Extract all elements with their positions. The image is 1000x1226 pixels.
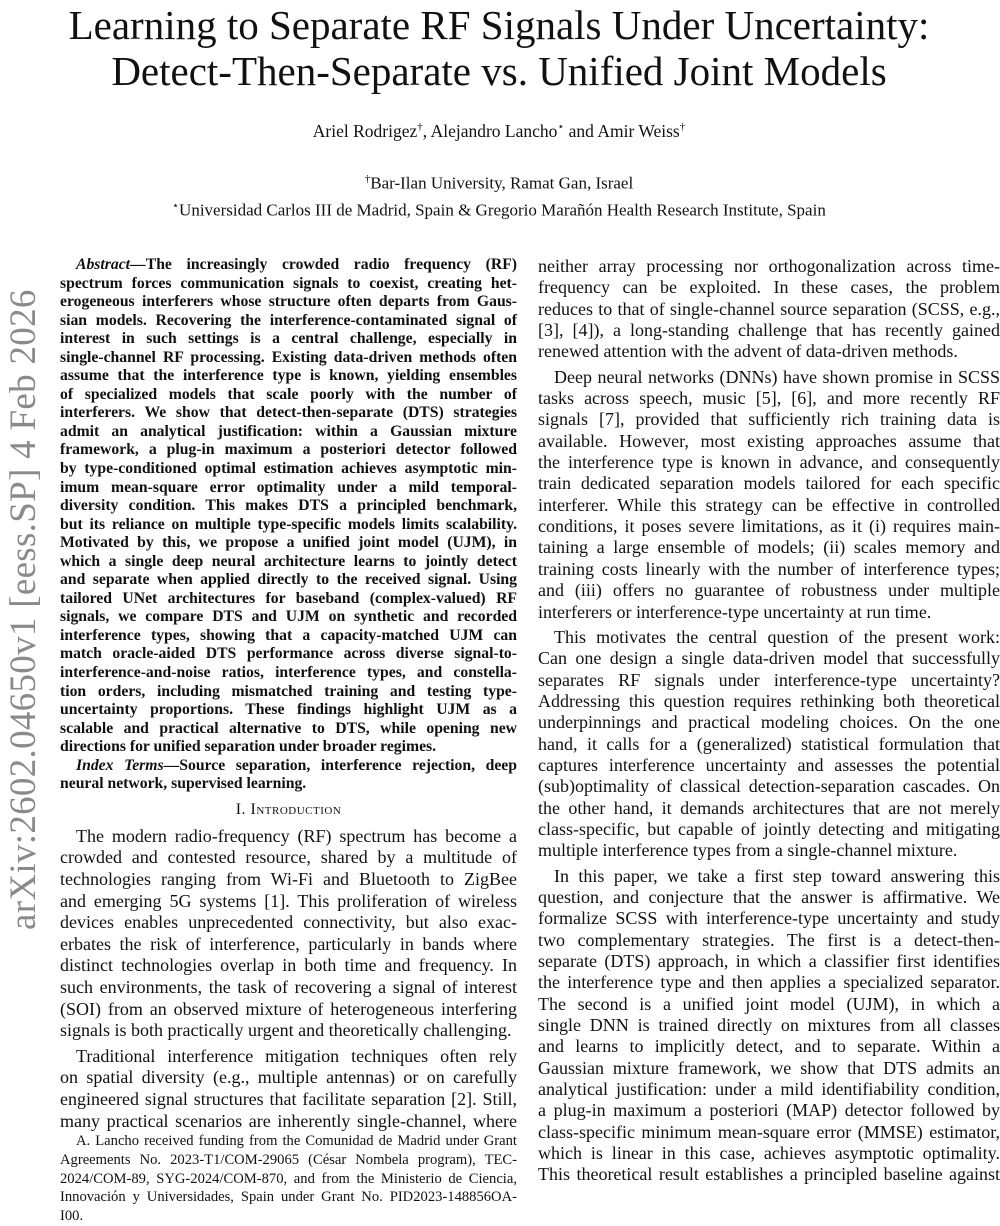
text-line: [3], [4]), a long-standing challenge that has recently gained	[538, 320, 1000, 341]
text-line	[60, 571, 517, 590]
affiliation	[0, 195, 998, 222]
text-line: the interference type and then applies a specialized separator.	[538, 972, 1000, 993]
text-line: hand, it calls for a (generalized) statistical formulation that	[538, 733, 1000, 754]
abstract	[60, 256, 517, 757]
text-line: conditions, it poses severe limitations, as it (i) requires main-	[538, 516, 1000, 537]
text-line: which is linear in this case, achieves asymptotic optimality.	[538, 1143, 1000, 1164]
text-line: underpinnings and practical modeling choices. On the one	[538, 712, 1000, 733]
text-line: analytical justification: under a mild identifiability condition,	[538, 1079, 1000, 1100]
index-terms	[60, 757, 517, 794]
author-name: Ariel Rodrigez	[312, 120, 418, 141]
line-text: spectrum forces communication signals to coexist, creating het-	[60, 274, 517, 292]
affiliation-text: Universidad Carlos III de Madrid, Spain & Gregorio Marañón Health Research Institute, Spain	[179, 200, 826, 220]
text-line	[60, 645, 517, 664]
text-line	[60, 312, 517, 331]
intro-right-body	[538, 256, 1000, 1186]
line-text: interferers. We show that detect-then-separate (DTS) strategies	[60, 404, 517, 422]
author-mark: †	[679, 121, 686, 133]
paragraph	[538, 866, 1000, 1186]
text-line	[60, 775, 517, 794]
line-text: which a single deep neural architecture learns to jointly detect	[60, 552, 517, 570]
footnote-line: A. Lancho received funding from the Comunidad de Madrid under Grant	[76, 1133, 517, 1149]
text-line: devices enables unprecedented connectivity, but also exac-	[60, 912, 517, 933]
text-line	[60, 256, 517, 275]
text-line: renewed attention with the advent of data-driven methods.	[538, 341, 958, 362]
text-line: The modern radio-frequency (RF) spectrum has become a	[76, 825, 517, 846]
text-line	[60, 349, 517, 368]
text-line	[60, 386, 517, 405]
text-line	[60, 479, 517, 498]
text-line: a plug-in maximum a posteriori (MAP) detector followed by	[538, 1100, 1000, 1121]
paragraph	[60, 1046, 517, 1132]
text-line: the other hand, it demands architectures that are not merely	[538, 797, 1000, 818]
text-line: signals [7], provided that sufficiently rich training data is	[538, 409, 1000, 430]
intro-left-body	[60, 826, 517, 1132]
text-line	[60, 608, 517, 627]
line-text: erogeneous interferers whose structure often departs from Gaus-	[60, 293, 517, 311]
text-line: Addressing this question requires rethinking both theoretical	[538, 690, 1000, 711]
text-line: The second is a unified joint model (UJM), in which a	[538, 993, 1000, 1014]
text-line	[60, 738, 517, 757]
paragraph	[60, 826, 517, 1042]
text-line	[60, 423, 517, 442]
text-line	[60, 757, 517, 776]
footnote-line: Innovación y Universidades, Spain under Grant No. PID2023-148856OA-I00.	[60, 1189, 517, 1225]
text-line	[60, 293, 517, 312]
paper-title	[0, 2, 998, 94]
line-text: single-channel RF processing. Existing data-driven methods often	[60, 348, 517, 366]
text-line	[60, 553, 517, 572]
author-mark: †	[417, 121, 423, 133]
text-line: question, and conjecture that the answer is affirmative. We	[538, 886, 1000, 907]
section-heading	[60, 799, 517, 821]
text-line: reduces to that of single-channel source separation (SCSS, e.g.,	[538, 298, 1000, 319]
author-mark: ⋆	[557, 121, 565, 133]
text-line	[60, 701, 517, 720]
index-terms-label: Index Terms—	[76, 756, 180, 774]
text-line: separates RF signals under interference-type uncertainty?	[538, 669, 1000, 690]
left-column	[60, 256, 517, 1132]
text-line: single DNN is trained directly on mixtures from all classes	[538, 1015, 1000, 1036]
text-line: tasks across speech, music [5], [6], and more recently RF	[538, 388, 1000, 409]
line-text: and separate when applied directly to the received signal. Using	[60, 571, 517, 589]
title-line-1: Learning to Separate RF Signals Under Uncertainty:	[68, 2, 930, 48]
line-text: directions for unified separation under broader regimes.	[60, 738, 437, 756]
author-name: Amir Weiss	[597, 120, 680, 141]
line-text: Motivated by this, we propose a unified joint model (UJM), in	[60, 534, 517, 552]
text-line: captures interference uncertainty and assesses the potential	[538, 754, 1000, 775]
text-line: on spatial diversity (e.g., multiple antennas) or on carefully	[60, 1067, 517, 1088]
author-name: Alejandro Lancho	[430, 120, 558, 141]
text-line: separate (DTS) approach, in which a classifier first identifies	[538, 951, 1000, 971]
paragraph	[538, 256, 1000, 363]
footnote-line: 2024/COM-89, SYG-2024/COM-870, and from the Ministerio de Ciencia,	[60, 1170, 517, 1187]
text-line: distinct technologies overlap in both time and frequency. In	[60, 955, 517, 976]
section-number: I.	[235, 800, 247, 818]
text-line	[60, 330, 517, 349]
text-line: the interference type is known in advance, and consequently	[538, 452, 1000, 473]
line-text: tion orders, including mismatched training and testing type-	[60, 682, 517, 700]
text-line: formalize SCSS with interference-type uncertainty and study	[538, 908, 1000, 929]
text-line	[60, 683, 517, 702]
text-line: crowded and contested resource, shared by a multitude of	[60, 847, 517, 868]
text-line: and (iii) offers no guarantee of robustness under multiple	[538, 580, 1000, 601]
footnote	[60, 1132, 517, 1225]
text-line	[60, 404, 517, 423]
line-text: diversity condition. This makes DTS a principled benchmark,	[60, 497, 517, 515]
text-line: training costs linearly with the number of interference types;	[538, 558, 1000, 579]
text-line: and emerging 5G systems [1]. This proliferation of wireless	[60, 890, 517, 911]
text-line: This theoretical result establishes a principled baseline against	[538, 1164, 1000, 1185]
text-line	[60, 497, 517, 516]
line-text: interest in such settings is a central challenge, especially in	[60, 330, 517, 348]
text-line: Can one design a single data-driven model that successfully	[538, 648, 1000, 669]
text-line: two complementary strategies. The first is a detect-then-	[538, 929, 1000, 950]
text-line: taining a large ensemble of models; (ii) scales memory and	[538, 537, 1000, 558]
text-line: multiple interference types from a single-channel mixture.	[538, 840, 958, 861]
text-line: engineered signal structures that facilitate separation [2]. Still,	[60, 1088, 517, 1109]
title-line-2: Detect-Then-Separate vs. Unified Joint Models	[111, 48, 887, 94]
author-list	[0, 120, 998, 142]
line-text: neural network, supervised learning.	[60, 775, 307, 793]
author-separator: ,	[422, 120, 431, 141]
affiliation-text: Bar-Ilan University, Ramat Gan, Israel	[370, 173, 634, 193]
text-line: Gaussian mixture framework, we show that DTS admits an	[538, 1057, 1000, 1078]
line-text: tailored UNet architectures for baseband (complex-valued) RF	[60, 589, 517, 607]
text-line: such environments, the task of recovering a signal of interest	[60, 977, 517, 998]
text-line: interferers or interference-type uncertainty at run time.	[538, 601, 932, 622]
text-line	[60, 441, 517, 460]
section-title: Introduction	[250, 800, 342, 818]
text-line: frequency can be exploited. In these cases, the problem	[538, 277, 1000, 298]
affiliations	[0, 168, 998, 221]
text-line: Deep neural networks (DNNs) have shown promise in SCSS	[554, 366, 1000, 387]
line-text: The increasingly crowded radio frequency (RF)	[145, 256, 517, 273]
text-line	[60, 627, 517, 646]
affiliation-mark: †	[364, 173, 371, 185]
line-text: match oracle-aided DTS performance across diverse signal-to-	[60, 645, 517, 663]
line-text: assume that the interference type is known, yielding ensembles	[60, 367, 517, 385]
line-text: signals, we compare DTS and UJM on synthetic and recorded	[60, 608, 517, 626]
arxiv-stamp: arXiv:2602.04650v1 [eess.SP] 4 Feb 2026	[3, 289, 44, 931]
right-column	[538, 256, 1000, 1186]
text-line: Traditional interference mitigation techniques often rely	[76, 1045, 517, 1066]
abstract-label: Abstract—	[76, 256, 146, 273]
text-line: This motivates the central question of the present work:	[554, 626, 1000, 647]
author-separator: and	[564, 120, 598, 141]
line-text: Source separation, interference rejection, deep	[179, 756, 517, 774]
text-line: neither array processing nor orthogonalization across time-	[538, 256, 1000, 276]
text-line	[60, 516, 517, 535]
text-line	[60, 460, 517, 479]
text-line	[60, 590, 517, 609]
text-line: train dedicated separation models tailored for each specific	[538, 473, 1000, 494]
text-line: In this paper, we take a first step toward answering this	[554, 865, 1000, 886]
text-line: erbates the risk of interference, particularly in bands where	[60, 933, 517, 954]
footnote-line: Agreements No. 2023-T1/COM-29065 (César Nombela program), TEC-	[60, 1151, 517, 1168]
text-line: available. However, most existing approaches assume that	[538, 430, 1000, 451]
line-text: interference-and-noise ratios, interference types, and constella-	[60, 664, 517, 682]
text-line: class-specific minimum mean-square error (MMSE) estimator,	[538, 1121, 1000, 1142]
line-text: scalable and practical alternative to DTS, while opening new	[60, 719, 517, 737]
text-line: class-specific, but capable of jointly detecting and mitigating	[538, 818, 1000, 839]
line-text: interference types, showing that a capacity-matched UJM can	[60, 626, 517, 644]
line-text: but its reliance on multiple type-specific models limits scalability.	[60, 515, 517, 533]
line-text: of specialized models that scale poorly with the number of	[60, 385, 517, 403]
text-line	[60, 664, 517, 683]
line-text: sian models. Recovering the interference-contaminated signal of	[60, 311, 517, 329]
text-line	[60, 275, 517, 294]
text-line: signals is both practically urgent and theoretically challenging.	[60, 1020, 512, 1041]
line-text: imum mean-square error optimality under a mild temporal-	[60, 478, 517, 496]
text-line: technologies ranging from Wi-Fi and Bluetooth to ZigBee	[60, 869, 517, 890]
text-line: many practical scenarios are inherently single-channel, where	[60, 1110, 517, 1131]
text-line: interferer. While this strategy can be effective in controlled	[538, 494, 1000, 515]
text-line: (SOI) from an observed mixture of heterogeneous interfering	[60, 998, 517, 1019]
affiliation	[0, 168, 998, 195]
paragraph	[538, 367, 1000, 623]
text-line	[60, 367, 517, 386]
line-text: framework, a plug-in maximum a posteriori detector followed	[60, 441, 517, 459]
affiliation-mark: ⋆	[172, 199, 180, 212]
line-text: uncertainty proportions. These findings highlight UJM as a	[60, 701, 517, 719]
text-line: and learns to implicitly detect, and to separate. Within a	[538, 1036, 1000, 1057]
line-text: admit an analytical justification: within a Gaussian mixture	[60, 422, 517, 440]
text-line: (sub)optimality of classical detection-separation cascades. On	[538, 776, 1000, 797]
text-line	[60, 534, 517, 553]
line-text: by type-conditioned optimal estimation achieves asymptotic min-	[60, 460, 517, 478]
text-line	[60, 720, 517, 739]
paragraph	[538, 627, 1000, 862]
